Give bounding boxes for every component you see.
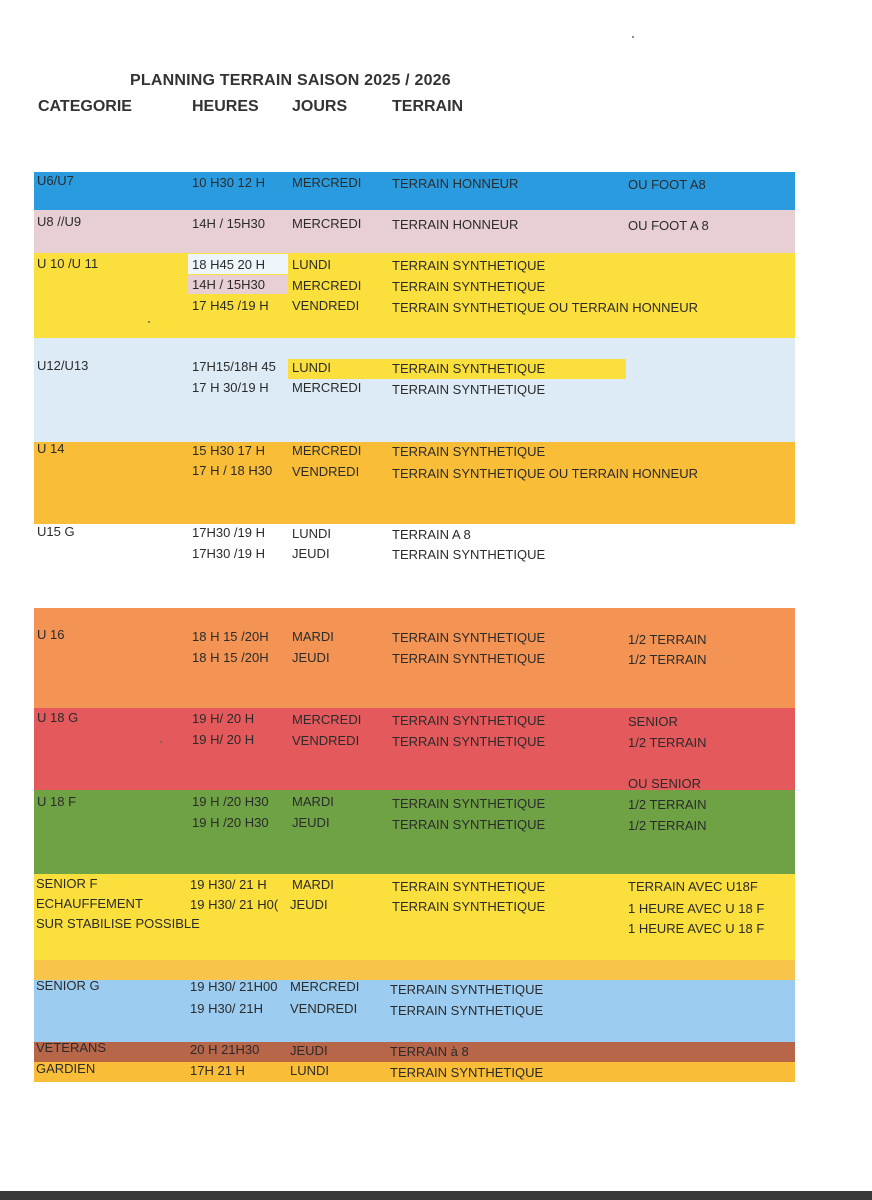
heure-seniorg-1: 19 H30/ 21H00 — [190, 979, 278, 994]
jour-u18f-1: MARDI — [292, 794, 334, 809]
jour-u16-1: MARDI — [292, 629, 334, 644]
terrain-u12-2: TERRAIN SYNTHETIQUE — [392, 382, 546, 397]
terrain-seniorf-2: TERRAIN SYNTHETIQUE — [392, 899, 546, 914]
note-u18g-2: 1/2 TERRAIN — [628, 735, 707, 750]
heure-seniorg-2: 19 H30/ 21H — [190, 1001, 263, 1016]
jour-u16-2: JEUDI — [292, 650, 330, 665]
category-u18f: U 18 F — [37, 794, 77, 809]
category-seniorf: SENIOR F — [36, 876, 98, 891]
note-u16-1: 1/2 TERRAIN — [628, 632, 707, 647]
note-u8: OU FOOT A 8 — [628, 218, 709, 233]
header-categorie: CATEGORIE — [38, 98, 132, 115]
jour-u18g-2: VENDREDI — [292, 733, 360, 748]
terrain-u10-3: TERRAIN SYNTHETIQUE OU TERRAIN HONNEUR — [392, 300, 699, 315]
jour-u14-2: VENDREDI — [292, 464, 360, 479]
heure-veterans: 20 H 21H30 — [190, 1042, 260, 1057]
category-gardien: GARDIEN — [36, 1061, 96, 1076]
jour-seniorg-1: MERCREDI — [290, 979, 360, 994]
jour-u8: MERCREDI — [292, 216, 362, 231]
terrain-u10-1: TERRAIN SYNTHETIQUE — [392, 258, 546, 273]
jour-u15-2: JEUDI — [292, 546, 330, 561]
terrain-u16-1: TERRAIN SYNTHETIQUE — [392, 630, 546, 645]
jour-seniorf-2: JEUDI — [290, 897, 328, 912]
scan-speck — [148, 321, 150, 323]
header-terrain: TERRAIN — [392, 98, 464, 115]
category-u12: U12/U13 — [37, 358, 89, 373]
jour-u10-3: VENDREDI — [292, 298, 360, 313]
category-u18g: U 18 G — [37, 710, 79, 725]
jour-u6: MERCREDI — [292, 175, 362, 190]
note-u18g-extra: OU SENIOR — [628, 776, 701, 791]
jour-gardien: LUNDI — [290, 1063, 330, 1078]
page-title: PLANNING TERRAIN SAISON 2025 / 2026 — [130, 72, 451, 89]
category-u8: U8 //U9 — [37, 214, 82, 229]
heure-u10-1: 18 H45 20 H — [192, 257, 265, 272]
terrain-u8: TERRAIN HONNEUR — [392, 217, 519, 232]
jour-u10-1: LUNDI — [292, 257, 332, 272]
heure-u18f-1: 19 H /20 H30 — [192, 794, 269, 809]
jour-seniorf-1: MARDI — [292, 877, 334, 892]
scan-speck — [632, 36, 634, 38]
heure-u10-3: 17 H45 /19 H — [192, 298, 269, 313]
heure-u16-1: 18 H 15 /20H — [192, 629, 269, 644]
terrain-u18f-2: TERRAIN SYNTHETIQUE — [392, 817, 546, 832]
note-u18f-2: 1/2 TERRAIN — [628, 818, 707, 833]
note-u18g-1: SENIOR — [628, 714, 678, 729]
heure-u12-2: 17 H 30/19 H — [192, 380, 269, 395]
header-heures: HEURES — [192, 98, 259, 115]
jour-u15-1: LUNDI — [292, 526, 332, 541]
note-u16-2: 1/2 TERRAIN — [628, 652, 707, 667]
jour-u18f-2: JEUDI — [292, 815, 330, 830]
terrain-seniorg-2: TERRAIN SYNTHETIQUE — [390, 1003, 544, 1018]
category-u16: U 16 — [37, 627, 65, 642]
category-u15: U15 G — [37, 524, 75, 539]
note-u6: OU FOOT A8 — [628, 177, 706, 192]
terrain-u18g-1: TERRAIN SYNTHETIQUE — [392, 713, 546, 728]
category-u10: U 10 /U 11 — [37, 256, 99, 271]
scan-speck — [160, 741, 162, 743]
terrain-u6: TERRAIN HONNEUR — [392, 176, 519, 191]
category-seniorf-line2: ECHAUFFEMENT — [36, 896, 143, 911]
terrain-u10-2: TERRAIN SYNTHETIQUE — [392, 279, 546, 294]
jour-u12-1: LUNDI — [292, 360, 332, 375]
category-seniorg: SENIOR G — [36, 978, 100, 993]
heure-gardien: 17H 21 H — [190, 1063, 245, 1078]
terrain-gardien: TERRAIN SYNTHETIQUE — [390, 1065, 544, 1080]
heure-u6: 10 H30 12 H — [192, 175, 265, 190]
terrain-u14-1: TERRAIN SYNTHETIQUE — [392, 444, 546, 459]
jour-u12-2: MERCREDI — [292, 380, 362, 395]
category-veterans: VETERANS — [36, 1040, 107, 1055]
heure-u15-2: 17H30 /19 H — [192, 546, 265, 561]
heure-u10-2: 14H / 15H30 — [192, 277, 265, 292]
heure-seniorf-2: 19 H30/ 21 H0( — [190, 897, 279, 912]
note-seniorf-extra: 1 HEURE AVEC U 18 F — [628, 921, 765, 936]
scan-bottom-edge — [0, 1191, 872, 1200]
category-u6: U6/U7 — [37, 173, 74, 188]
note-seniorf-2: 1 HEURE AVEC U 18 F — [628, 901, 765, 916]
heure-u16-2: 18 H 15 /20H — [192, 650, 269, 665]
heure-u8: 14H / 15H30 — [192, 216, 265, 231]
heure-u14-2: 17 H / 18 H30 — [192, 463, 273, 478]
terrain-u12-1: TERRAIN SYNTHETIQUE — [392, 361, 546, 376]
terrain-seniorg-1: TERRAIN SYNTHETIQUE — [390, 982, 544, 997]
heure-u12-1: 17H15/18H 45 — [192, 359, 276, 374]
category-seniorf-line3: SUR STABILISE POSSIBLE — [36, 916, 200, 931]
header-jours: JOURS — [292, 98, 348, 115]
jour-u14-1: MERCREDI — [292, 443, 362, 458]
terrain-seniorf-1: TERRAIN SYNTHETIQUE — [392, 879, 546, 894]
heure-u18g-2: 19 H/ 20 H — [192, 732, 255, 747]
note-u18f-1: 1/2 TERRAIN — [628, 797, 707, 812]
heure-u14-1: 15 H30 17 H — [192, 443, 265, 458]
heure-u18g-1: 19 H/ 20 H — [192, 711, 255, 726]
terrain-u14-2: TERRAIN SYNTHETIQUE OU TERRAIN HONNEUR — [392, 466, 699, 481]
jour-veterans: JEUDI — [290, 1043, 328, 1058]
terrain-u15-2: TERRAIN SYNTHETIQUE — [392, 547, 546, 562]
jour-seniorg-2: VENDREDI — [290, 1001, 358, 1016]
jour-u18g-1: MERCREDI — [292, 712, 362, 727]
heure-seniorf-1: 19 H30/ 21 H — [190, 877, 267, 892]
jour-u10-2: MERCREDI — [292, 278, 362, 293]
category-u14: U 14 — [37, 441, 65, 456]
terrain-u16-2: TERRAIN SYNTHETIQUE — [392, 651, 546, 666]
terrain-u18g-2: TERRAIN SYNTHETIQUE — [392, 734, 546, 749]
terrain-veterans: TERRAIN à 8 — [390, 1044, 469, 1059]
heure-u15-1: 17H30 /19 H — [192, 525, 265, 540]
heure-u18f-2: 19 H /20 H30 — [192, 815, 269, 830]
note-seniorf-1: TERRAIN AVEC U18F — [628, 879, 758, 894]
band-seniorf-tail — [34, 960, 795, 980]
terrain-u18f-1: TERRAIN SYNTHETIQUE — [392, 796, 546, 811]
terrain-u15-1: TERRAIN A 8 — [392, 527, 471, 542]
